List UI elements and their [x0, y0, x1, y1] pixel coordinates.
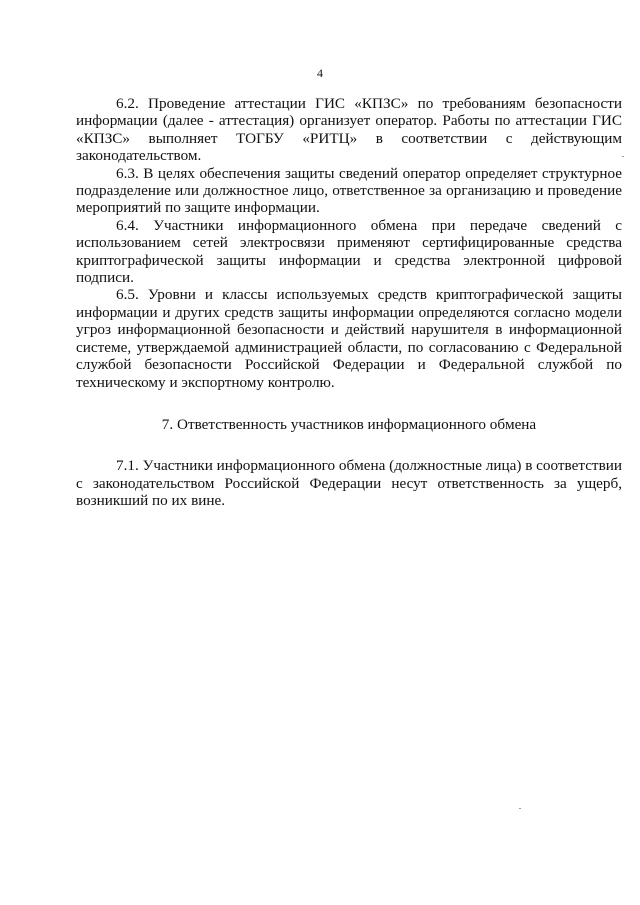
paragraph-6-5: 6.5. Уровни и классы используемых средств криптографической защиты информации и других средств защиты информации определяются согласно модели угроз информационной безопасности и действий нарушителя в информационной системе, утверждаемой администрацией области, по согласованию с Федеральной службой безопасности Российской Федерации и Федеральной службой по техническому и экспортному контролю. — [76, 286, 622, 391]
paragraph-7-1: 7.1. Участники информационного обмена (должностные лица) в соответствии с законодательством Российской Федерации несут ответственность за ущерб, возникший по их вине. — [76, 457, 622, 510]
scan-speck — [519, 808, 521, 809]
paragraph-6-3: 6.3. В целях обеспечения защиты сведений оператор определяет структурное подразделение или должностное лицо, ответственное за организацию и проведение мероприятий по защите информации. — [76, 164, 622, 217]
scan-speck — [622, 156, 624, 157]
section-7-heading: 7. Ответственность участников информационного обмена — [161, 415, 537, 433]
paragraph-6-2: 6.2. Проведение аттестации ГИС «КПЗС» по требованиям безопасности информации (далее - аттестация) организует оператор. Работы по аттестации ГИС «КПЗС» выполняет ТОГБУ «РИТЦ» в соответствии с действующим законодательством. — [76, 95, 622, 165]
page-number: 4 — [317, 66, 323, 80]
document-body — [76, 95, 622, 510]
paragraph-6-4: 6.4. Участники информационного обмена при передаче сведений с использованием сетей электросвязи применяют сертифицированные средства криптографической защиты информации и средства электронной цифровой подписи. — [76, 216, 622, 287]
